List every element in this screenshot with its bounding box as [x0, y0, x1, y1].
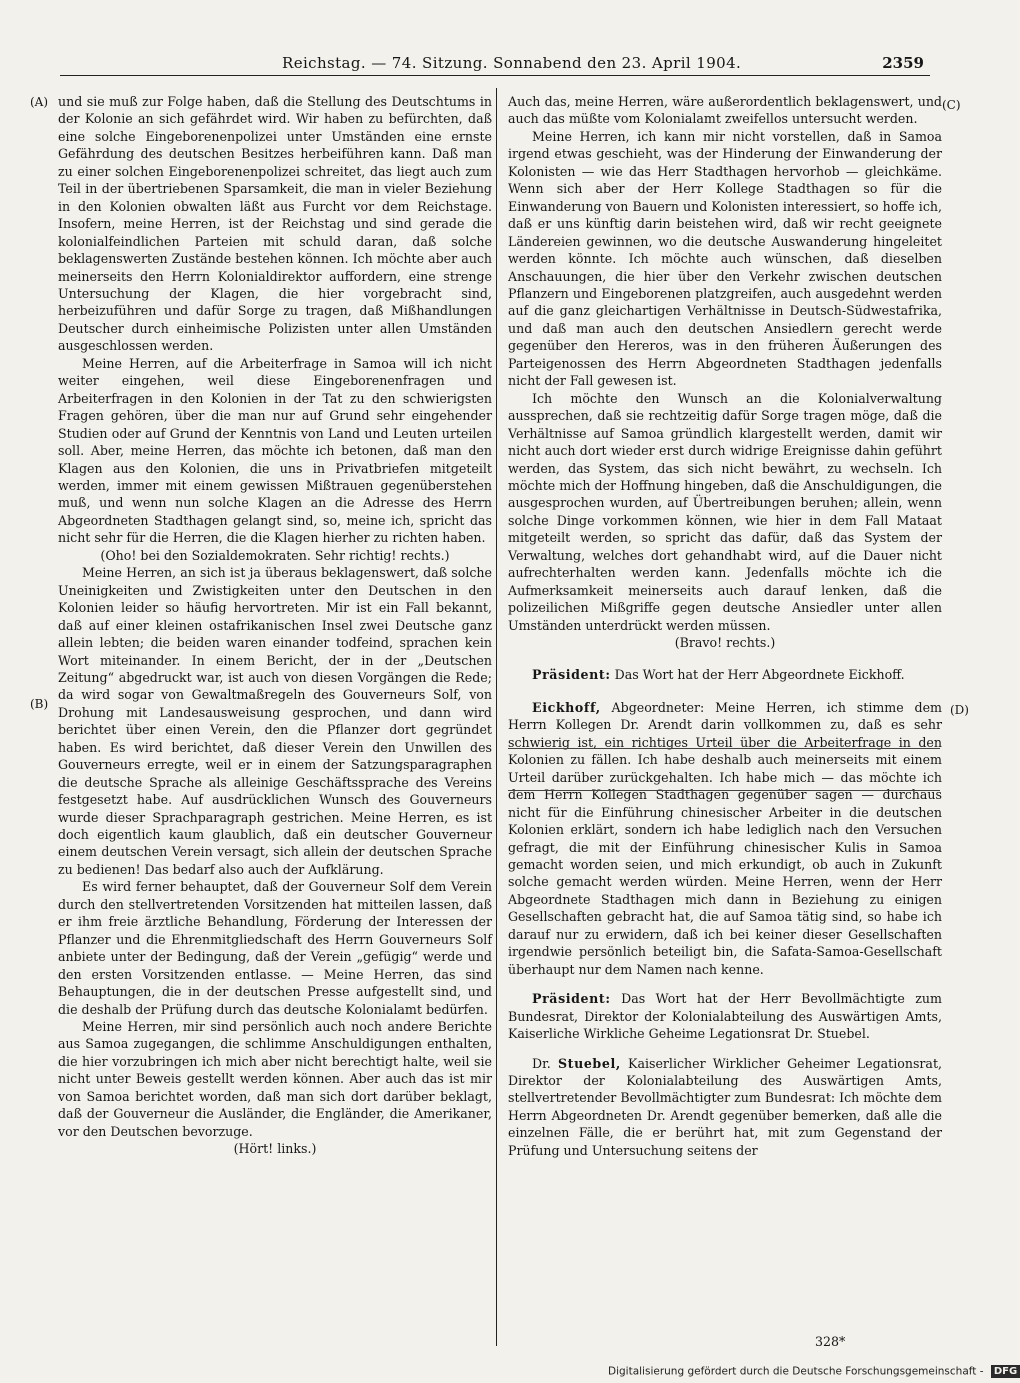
signature-mark: 328* [815, 1334, 846, 1349]
margin-marker-b: (B) [30, 697, 49, 711]
paragraph: und sie muß zur Folge haben, daß die Stellung des Deutschtums in der Kolonie an sich gefährdet wird. Wir haben zu befürchten, daß eine solche Eingeborenenpolizei unter Umständen eine ernste Gefährdung des deutschen Besitzes herbeiführen kann. Daß man zu einer solchen Eingeborenenpolizei schreitet, das liegt auch zum Teil in der übertriebenen Sparsamkeit, die man in vieler Beziehung in den Kolonien obwalten läßt aus Furcht vor dem Reichstage. Insofern, meine Herren, ist der Reichstag und sind gerade die kolonialfeindlichen Parteien mit schuld daran, daß solche beklagenswerten Zustände bestehen können. Ich möchte aber auch meinerseits den Herrn Kolonialdirektor auffordern, eine strenge Untersuchung der Klagen, die hier vorgebracht sind, herbeizuführen und dafür Sorge zu tragen, daß Mißhandlungen Deutscher durch einheimische Polizisten unter allen Umständen ausgeschlossen werden. [58, 94, 492, 354]
footer-text: Digitalisierung gefördert durch die Deutsche Forschungsgemeinschaft - [608, 1365, 984, 1378]
speaker-title: Dr. [532, 1055, 551, 1071]
paragraph: Meine Herren, auf die Arbeiterfrage in Samoa will ich nicht weiter eingehen, weil diese Eingeborenenfragen und Arbeiterfragen in den Kolonien in der Tat zu den schwierigsten Fragen gehören, über die man nur auf Grund sehr eingehender Studien oder auf Grund der Kenntnis von Land und Leuten urteilen soll. Aber, meine Herren, das möchte ich betonen, daß man den Klagen aus den Kolonien, die uns in Privatbriefen mitgeteilt werden, immer mit einem gewissen Mißtrauen gegenüberstehen muß, und wenn nun solche Klagen an die Adresse des Herrn Abgeordneten Stadthagen gelangt sind, so, meine ich, spricht das nicht sehr für die Herren, die die Klagen hierher zu richten haben. [58, 355, 492, 546]
interjection: (Bravo! rechts.) [674, 635, 776, 651]
page-header [60, 50, 930, 76]
section-separator [508, 790, 940, 791]
speaker-paragraph [508, 1055, 942, 1160]
paragraph: Meine Herren, ich kann mir nicht vorstellen, daß in Samoa irgend etwas geschieht, was der Hinderung der Einwanderung der Kolonisten — wie das Herr Stadthagen hervorhob — gleichkäme. Wenn sich aber der Herr Kollege Stadthagen so für die Einwanderung von Bauern und Kolonisten interessiert, so hoffe ich, daß er uns künftig darin beistehen wird, daß wir recht geeignete Ländereien gewinnen, wo die deutsche Auswanderung hingeleitet werden könnte. Ich möchte auch wünschen, daß dieselben Anschauungen, die hier über den Verkehr zwischen deutschen Pflanzern und Eingeborenen platzgreifen, auch ausgedehnt werden auf die ganz gleichartigen Verhältnisse in Deutsch-Südwestafrika, und daß man auch den deutschen Ansiedlern gerecht werde gegenüber den Hereros, was in den früheren Äußerungen des Parteigenossen des Herrn Abgeordneten Stadthagen jedenfalls nicht der Fall gewesen ist. [508, 128, 942, 389]
paragraph: Meine Herren, mir sind persönlich auch noch andere Berichte aus Samoa zugegangen, die schlimme Anschuldigungen enthalten, die hier vorzubringen ich mich aber nicht berechtigt halte, weil sie nicht unter Beweis gestellt werden können. Aber auch das ist mir von Samoa berichtet worden, daß man sich dort darüber beklagt, daß der Gouverneur die Ausländer, die Engländer, die Amerikaner, vor den Deutschen bevorzuge. [58, 1019, 492, 1139]
paragraph: Auch das, meine Herren, wäre außerordentlich beklagenswert, und auch das müßte vom Kolonialamt zweifellos untersucht werden. [508, 94, 942, 127]
speaker-name: Eickhoff, [532, 699, 601, 715]
interjection: (Hört! links.) [233, 1141, 317, 1157]
page-number: 2359 [882, 54, 924, 72]
speech-text: Kaiserlicher Wirklicher Geheimer Legationsrat, Direktor der Kolonialabteilung des Auswärtigen Amts, stellvertretender Bevollmächtigter zum Bundesrat: Ich möchte dem Herrn Abgeordneten Dr. Arendt gegenüber bemerken, daß alle die einzelnen Fälle, die er berührt hat, mit zum Gegenstand der Prüfung und Untersuchung seitens der [508, 1055, 943, 1158]
running-title: Reichstag. — 74. Sitzung. Sonnabend den 23. April 1904. [282, 54, 742, 72]
margin-marker-a: (A) [30, 95, 49, 109]
dfg-logo: DFG [991, 1365, 1020, 1378]
margin-marker-c: (C) [942, 98, 961, 112]
speaker-paragraph [508, 990, 942, 1042]
speech-text: Abgeordneter: Meine Herren, ich stimme dem Herrn Kollegen Dr. Arendt darin vollkommen zu, daß es sehr schwierig ist, ein richtiges Urteil über die Arbeiterfrage in den Kolonien zu fällen. Ich habe deshalb auch meinerseits mit einem Urteil darüber zurückgehalten. Ich habe mich — das möchte ich dem Herrn Kollegen Stadthagen gegenüber sagen — durchaus nicht für die Einführung chinesischer Arbeiter in die deutschen Kolonien erklärt, sondern ich habe lediglich nach den Versuchen gefragt, die mit der Einführung chinesischer Kulis in Samoa gemacht worden seien, und mich erkundigt, ob auch in Zukunft solche gemacht werden würden. Meine Herren, wenn der Herr Abgeordnete Stadthagen mich dann in Beziehung zu einigen Gesellschaften gebracht hat, die auf Samoa tätig sind, so habe ich darauf nur zu erwidern, daß ich bei keiner dieser Gesellschaften irgendwie persönlich beteiligt bin, die Safata-Samoa-Gesellschaft überhaupt nur dem Namen nach kenne. [508, 699, 942, 977]
section-separator [508, 748, 940, 749]
right-column [508, 93, 942, 1343]
speech-text: Das Wort hat der Herr Bevollmächtigte zum Bundesrat, Direktor der Kolonialabteilung des Auswärtigen Amts, Kaiserliche Wirkliche Geheime Legationsrat Dr. Stuebel. [508, 991, 942, 1042]
margin-marker-d: (D) [950, 703, 969, 717]
speaker-name: Präsident: [532, 666, 611, 682]
paragraph: Es wird ferner behauptet, daß der Gouverneur Solf dem Verein durch den stellvertretenden Vorsitzenden hat mitteilen lassen, daß er ihm freie ärztliche Behandlung, Förderung der Interessen der Pflanzer und die Ehrenmitgliedschaft des Herrn Gouverneurs Solf anbiete unter der Bedingung, daß der Verein „gefügig“ werde und den ersten Vorsitzenden entlasse. — Meine Herren, das sind Behauptungen, die in der deutschen Presse aufgestellt sind, und die deshalb der Prüfung durch das deutsche Kolonialamt bedürfen. [58, 879, 492, 1017]
speaker-name: Stuebel, [557, 1055, 621, 1071]
speaker-paragraph [508, 666, 942, 683]
speech-text: Das Wort hat der Herr Abgeordnete Eickhoff. [614, 666, 905, 682]
paragraph: Meine Herren, an sich ist ja überaus beklagenswert, daß solche Uneinigkeiten und Zwistigkeiten unter den Deutschen in den Kolonien leider so häufig hervortreten. Mir ist ein Fall bekannt, daß auf einer kleinen ostafrikanischen Insel zwei Deutsche ganz allein lebten; die beiden waren einander todfeind, sprachen kein Wort miteinander. In einem Bericht, der in der „Deutschen Zeitung“ abgedruckt war, ist auch von diesen Vorgängen die Rede; da wird sogar von Gewaltmaßregeln des Gouverneurs Solf, von Drohung mit Landesausweisung gesprochen, und dann wird berichtet über einen Verein, den die Pflanzer dort gegründet haben. Es wird berichtet, daß dieser Verein den Unwillen des Gouverneurs erregte, weil er in einem der Satzungsparagraphen die deutsche Sprache als alleinige Geschäftssprache des Vereins festgesetzt habe. Auf ausdrücklichen Wunsch des Gouverneurs wurde dieser Sprachparagraph gestrichen. Meine Herren, es ist doch eigentlich kaum glaublich, daß ein deutscher Gouverneur einem deutschen Verein versagt, sich allein der deutschen Sprache zu bedienen! Das bedarf also auch der Aufklärung. [58, 565, 492, 877]
header-rule [60, 75, 930, 76]
left-column [58, 93, 492, 1341]
speaker-name: Präsident: [532, 991, 611, 1007]
digitization-footer [608, 1365, 1020, 1378]
paragraph: Ich möchte den Wunsch an die Kolonialverwaltung aussprechen, daß sie rechtzeitig dafür Sorge tragen möge, daß die Verhältnisse auf Samoa gründlich klargestellt werden, damit wir nicht auch dort wieder erst durch widrige Ereignisse dahin geführt werden, das System, das sich nicht bewährt, zu wechseln. Ich möchte mich der Hoffnung hingeben, daß die Anschuldigungen, die ausgesprochen wurden, auf Übertreibungen beruhen; allein, wenn solche Dinge vorkommen können, wie hier in dem Fall Mataat mitgeteilt werden, so spricht das dafür, daß das System der Verwaltung, welches dort gehandhabt wird, auf die Dauer nicht aufrechterhalten werden kann. Jedenfalls möchte ich die Aufmerksamkeit meinerseits auch darauf lenken, daß die polizeilichen Mißgriffe gegen deutsche Ansiedler unter allen Umständen unterdrückt werden müssen. [508, 390, 942, 633]
column-divider [496, 88, 497, 1346]
interjection: (Oho! bei den Sozialdemokraten. Sehr richtig! rechts.) [100, 547, 450, 563]
speaker-paragraph [508, 699, 942, 978]
